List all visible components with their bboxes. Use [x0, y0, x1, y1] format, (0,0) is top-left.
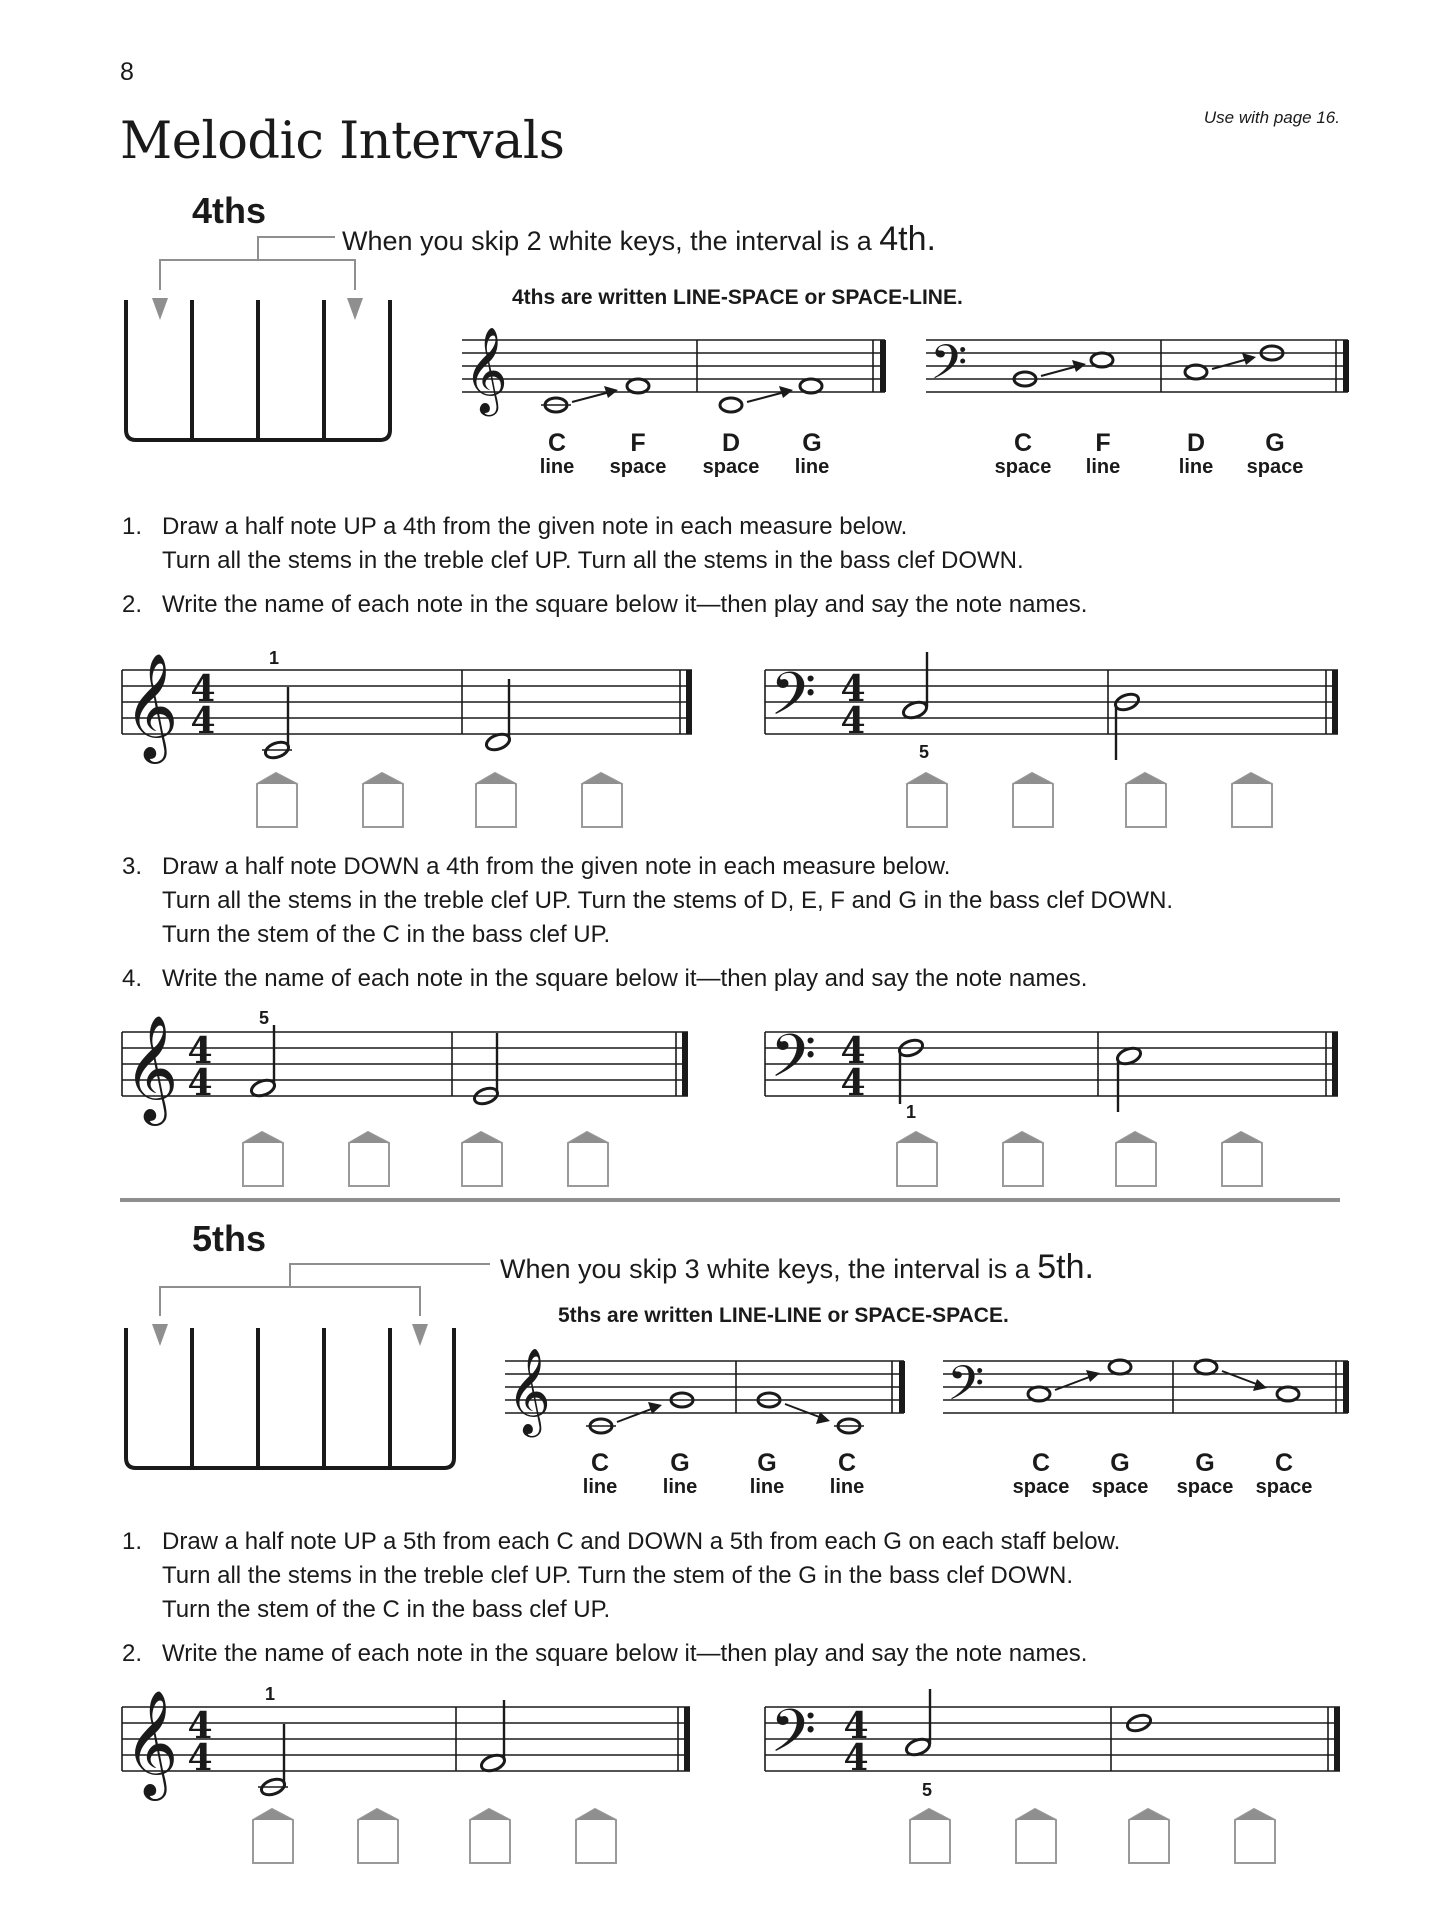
note-label: G space	[1176, 1449, 1234, 1498]
svg-text:4: 4	[840, 1062, 866, 1104]
svg-text:4: 4	[843, 1737, 869, 1779]
svg-text:4: 4	[843, 1705, 869, 1747]
finger-number: 1	[265, 1684, 276, 1704]
svg-text:4: 4	[187, 1705, 213, 1747]
fifths-rule: 5ths are written LINE-LINE or SPACE-SPACE.	[558, 1304, 1009, 1327]
svg-text:4: 4	[840, 700, 866, 742]
note-label: G line	[662, 1449, 698, 1498]
note-label: D space	[702, 429, 760, 478]
note-label: F line	[1085, 429, 1121, 478]
note-label: C space	[1012, 1449, 1070, 1498]
note-label: G space	[1091, 1449, 1149, 1498]
treble-clef-icon: 𝄞	[124, 652, 179, 759]
svg-text:4: 4	[187, 1062, 213, 1104]
bass-clef-icon: 𝄢	[770, 1696, 817, 1780]
bass-clef-icon: 𝄢	[770, 1021, 817, 1105]
note-label: C space	[994, 429, 1052, 478]
note-label: C space	[1255, 1449, 1313, 1498]
bass-clef-icon: 𝄢	[930, 334, 968, 402]
note-label: G line	[794, 429, 830, 478]
fourths-skip-interval: 4th.	[879, 220, 936, 258]
finger-number: 1	[269, 648, 280, 668]
fifths-skip-interval: 5th.	[1037, 1248, 1094, 1286]
bass-clef-icon: 𝄢	[770, 659, 817, 743]
fourths-instructions-a: 1. Draw a half note UP a 4th from the given note in each measure below. Turn all the stems in the treble clef UP. Turn all the stems in the bass clef DOWN. 2. Write the name of each note in the square below it—then play and say the note names.	[122, 513, 1088, 618]
note-label: G line	[749, 1449, 785, 1498]
svg-text:4: 4	[190, 668, 216, 710]
treble-clef-icon: 𝄞	[124, 1014, 179, 1121]
finger-number: 5	[259, 1008, 270, 1028]
page-number: 8	[120, 58, 134, 86]
fifths-instructions: 1. Draw a half note UP a 5th from each C and DOWN a 5th from each G on each staff below. Turn all the stems in the treble clef UP. Turn the stem of the G in the bass clef DOWN. Turn the stem of the C in the bass clef UP. 2. Write the name of each note in the square below it—then play and say the note names.	[122, 1528, 1121, 1667]
finger-number: 5	[919, 742, 930, 762]
treble-clef-icon: 𝄞	[464, 327, 508, 413]
fifths-heading: 5ths	[192, 1218, 267, 1259]
note-label: G space	[1246, 429, 1304, 478]
fourths-skip-sentence: When you skip 2 white keys, the interval is a	[342, 226, 872, 256]
svg-text:4: 4	[190, 700, 216, 742]
page-title: Melodic Intervals	[120, 112, 565, 171]
fifths-skip-sentence: When you skip 3 white keys, the interval is a	[500, 1254, 1030, 1284]
use-with-note: Use with page 16.	[1203, 108, 1340, 127]
note-label: C line	[539, 429, 575, 478]
note-label: C line	[582, 1449, 618, 1498]
note-label: C line	[829, 1449, 865, 1498]
svg-text:4: 4	[840, 668, 866, 710]
finger-number: 5	[922, 1780, 933, 1800]
treble-clef-icon: 𝄞	[507, 1348, 551, 1434]
fourths-rule: 4ths are written LINE-SPACE or SPACE-LINE.	[512, 286, 963, 309]
fourths-instructions-b: 3. Draw a half note DOWN a 4th from the given note in each measure below. Turn all the stems in the treble clef UP. Turn the stems of D, E, F and G in the bass clef DOWN. Turn the stem of the C in the bass clef UP. 4. Write the name of each note in the square below it—then play and say the note names.	[122, 853, 1174, 992]
svg-text:4: 4	[187, 1737, 213, 1779]
fourths-heading: 4ths	[192, 190, 267, 231]
note-label: F space	[609, 429, 667, 478]
note-label: D line	[1178, 429, 1214, 478]
finger-number: 1	[906, 1102, 917, 1122]
treble-clef-icon: 𝄞	[124, 1689, 179, 1796]
svg-text:4: 4	[840, 1030, 866, 1072]
svg-text:4: 4	[187, 1030, 213, 1072]
bass-clef-icon: 𝄢	[947, 1355, 985, 1423]
